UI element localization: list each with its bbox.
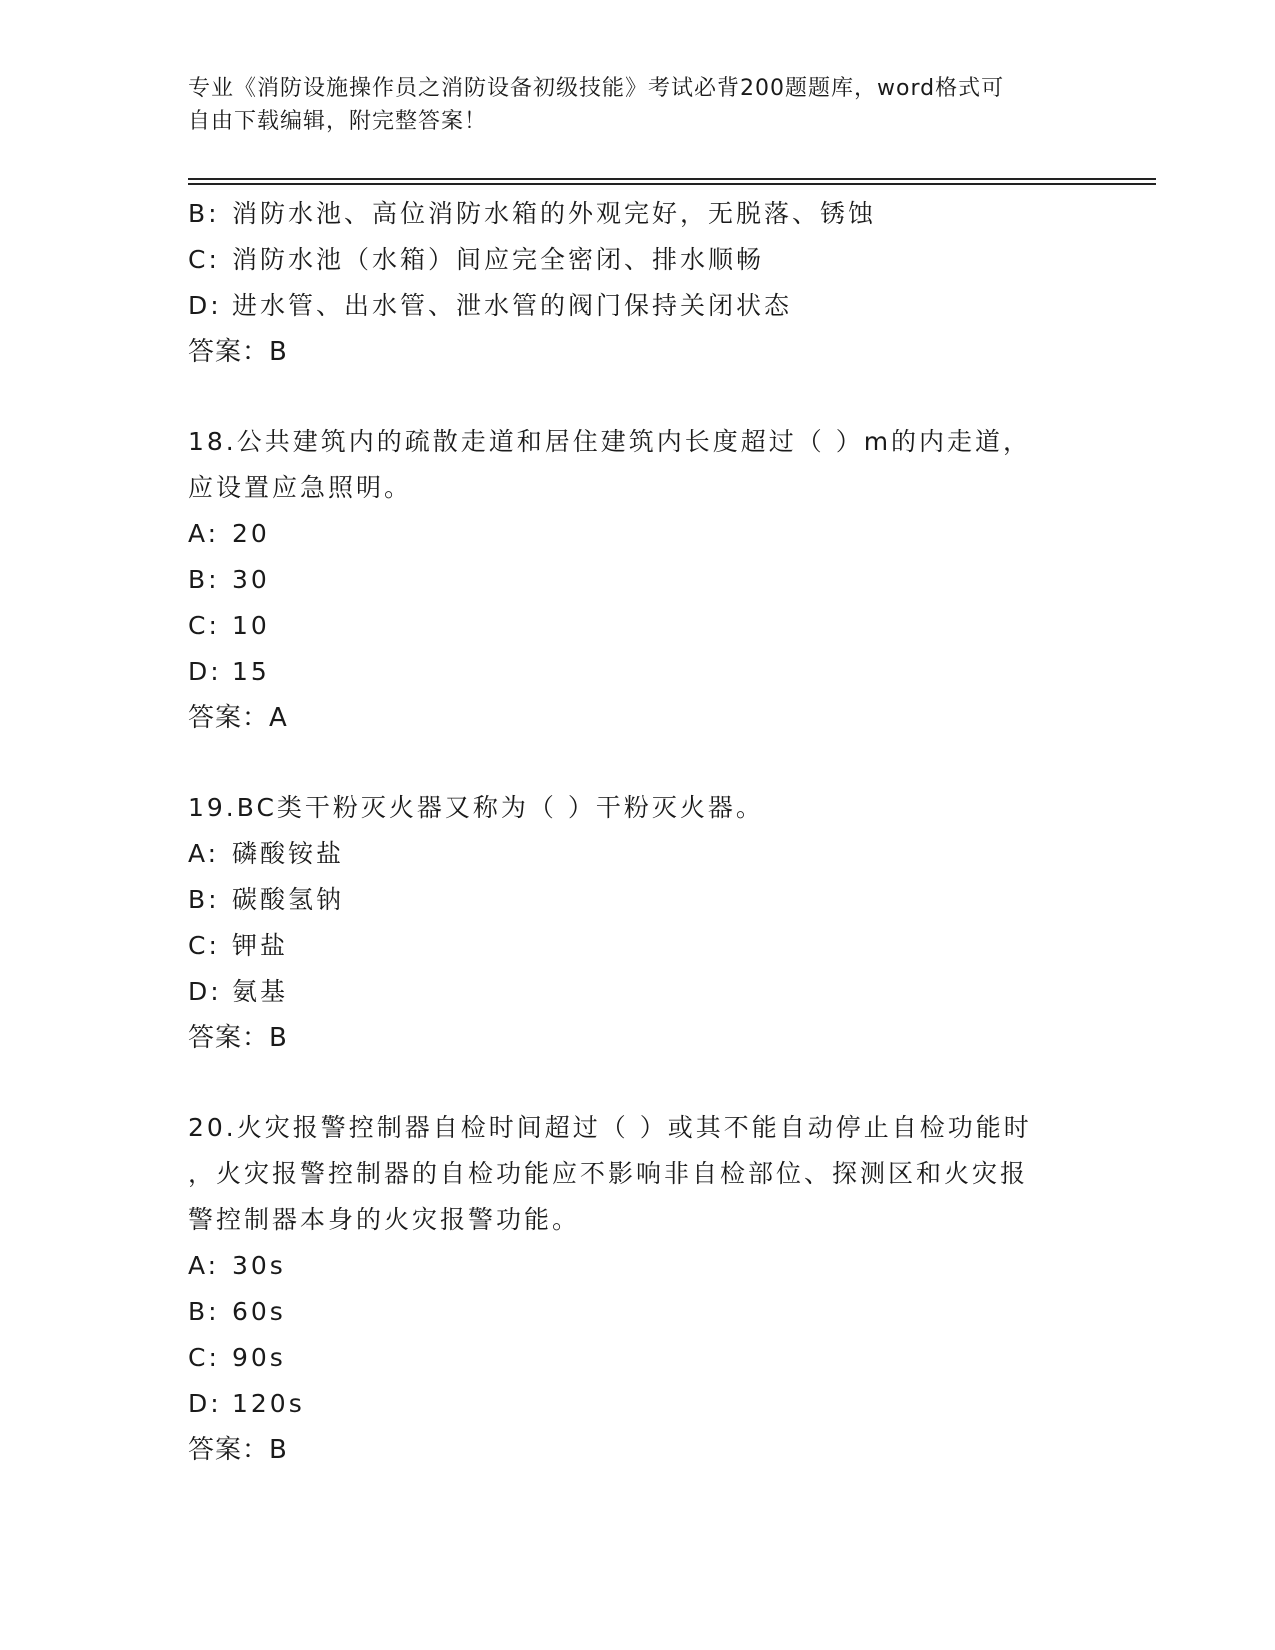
option-text: 进水管、出水管、泄水管的阀门保持关闭状态: [232, 291, 793, 320]
option-text: 15: [232, 657, 270, 686]
answer-line: 答案：B: [188, 1435, 288, 1465]
option-letter: D:: [188, 1389, 222, 1418]
option-text: 60s: [232, 1297, 286, 1326]
option-c: [188, 603, 1088, 649]
header-divider-bottom: [188, 183, 1156, 185]
option-letter: B:: [188, 885, 220, 914]
option-letter: C:: [188, 931, 220, 960]
option-b: [188, 1289, 1088, 1335]
option-a: [188, 511, 1088, 557]
option-c: [188, 923, 1088, 969]
question-19: [188, 785, 1088, 1061]
option-letter: A:: [188, 1251, 220, 1280]
option-d: [188, 1381, 1088, 1427]
option-a: [188, 831, 1088, 877]
option-d: [188, 969, 1088, 1015]
option-text: 20: [232, 519, 270, 548]
header-line-2: 自由下载编辑，附完整答案！: [188, 109, 488, 134]
option-text: 30: [232, 565, 270, 594]
option-letter: D:: [188, 657, 222, 686]
question-text: [188, 419, 1088, 511]
option-b: [188, 191, 1088, 237]
question-text-line: 18.公共建筑内的疏散走道和居住建筑内长度超过（ ）m的内走道，: [188, 427, 1032, 456]
option-text: 120s: [232, 1389, 305, 1418]
question-text-line: 19.BC类干粉灭火器又称为（ ）干粉灭火器。: [188, 793, 764, 822]
answer-line: 答案：A: [188, 703, 288, 733]
option-letter: C:: [188, 611, 220, 640]
option-letter: D:: [188, 291, 222, 320]
question-17: [188, 191, 1088, 375]
option-letter: D:: [188, 977, 222, 1006]
option-text: 碳酸氢钠: [232, 885, 345, 914]
question-text-line: 应设置应急照明。: [188, 473, 413, 502]
answer-line: 答案：B: [188, 337, 288, 367]
option-letter: B:: [188, 1297, 220, 1326]
header-line-1: 专业《消防设施操作员之消防设备初级技能》考试必背200题题库，word格式可: [188, 76, 1005, 101]
header-divider-top: [188, 178, 1156, 180]
option-letter: A:: [188, 519, 220, 548]
option-b: [188, 557, 1088, 603]
option-letter: B:: [188, 199, 220, 228]
option-text: 10: [232, 611, 270, 640]
option-text: 磷酸铵盐: [232, 839, 345, 868]
option-letter: A:: [188, 839, 220, 868]
option-c: [188, 1335, 1088, 1381]
option-text: 氨基: [232, 977, 289, 1006]
option-text: 钾盐: [232, 931, 289, 960]
option-d: [188, 283, 1088, 329]
question-list: [188, 191, 1088, 1473]
option-b: [188, 877, 1088, 923]
document-header: [188, 72, 1088, 138]
option-a: [188, 1243, 1088, 1289]
question-text-line: ，火灾报警控制器的自检功能应不影响非自检部位、探测区和火灾报: [188, 1159, 1029, 1188]
question-20: [188, 1105, 1088, 1473]
answer-line: 答案：B: [188, 1023, 288, 1053]
option-letter: C:: [188, 1343, 220, 1372]
question-text: [188, 1105, 1088, 1243]
option-letter: B:: [188, 565, 220, 594]
option-letter: C:: [188, 245, 220, 274]
option-text: 消防水池（水箱）间应完全密闭、排水顺畅: [232, 245, 765, 274]
question-text-line: 警控制器本身的火灾报警功能。: [188, 1205, 581, 1234]
option-text: 消防水池、高位消防水箱的外观完好，无脱落、锈蚀: [232, 199, 877, 228]
option-text: 90s: [232, 1343, 286, 1372]
question-text: [188, 785, 1088, 831]
option-c: [188, 237, 1088, 283]
question-text-line: 20.火灾报警控制器自检时间超过（ ）或其不能自动停止自检功能时: [188, 1113, 1032, 1142]
question-18: [188, 419, 1088, 741]
option-text: 30s: [232, 1251, 286, 1280]
option-d: [188, 649, 1088, 695]
